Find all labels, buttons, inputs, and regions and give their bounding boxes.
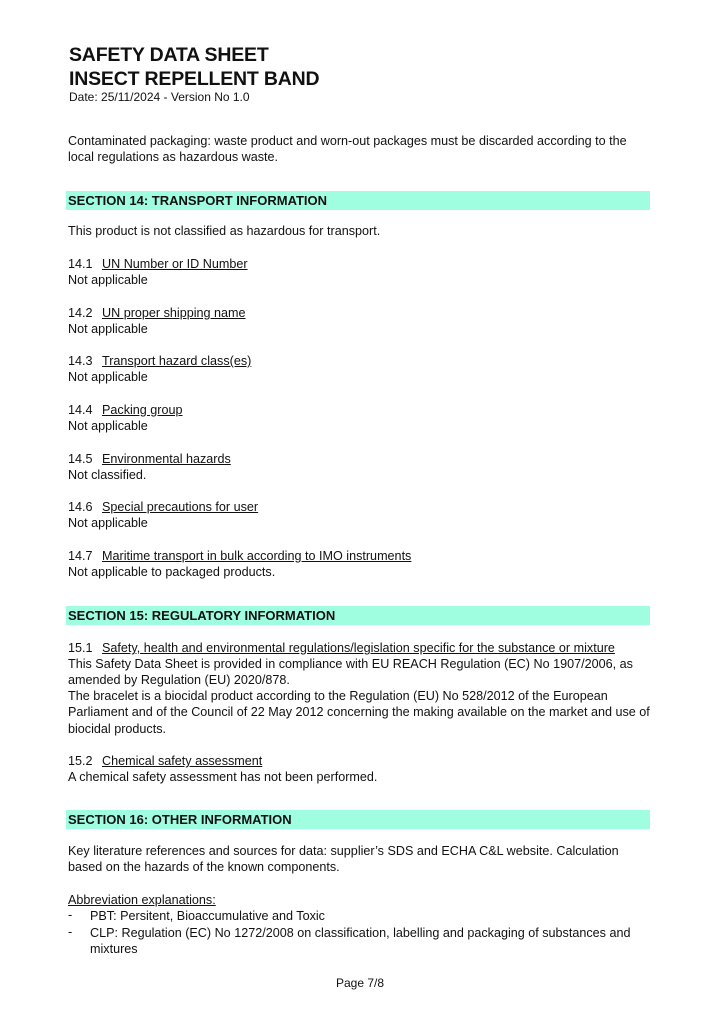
reach-compliance-paragraph: This Safety Data Sheet is provided in compliance with EU REACH Regulation (EC) No 1907/2006, as amended by Regulation (EU) 2020/878. [68,657,633,688]
item-14-7 [68,548,652,581]
transport-statement: This product is not classified as hazardous for transport. [68,224,381,238]
section-14-heading: SECTION 14: TRANSPORT INFORMATION [66,191,650,210]
item-number: 15.2 [68,754,93,768]
item-number: 14.5 [68,452,93,466]
item-title: UN proper shipping name [102,306,246,320]
page-number: Page 7/8 [335,976,385,990]
product-name: INSECT REPELLENT BAND [69,68,320,90]
item-title: Special precautions for user [102,500,259,514]
item-number: 14.4 [68,403,93,417]
item-number: 14.2 [68,306,93,320]
item-title: Environmental hazards [102,452,231,466]
item-number: 14.1 [68,257,93,271]
item-value: Not applicable to packaged products. [68,565,276,580]
item-number: 15.1 [68,641,93,655]
item-value: Not applicable [68,322,148,337]
section-15-heading: SECTION 15: REGULATORY INFORMATION [66,606,650,625]
abbreviation-heading: Abbreviation explanations: [68,893,216,907]
item-14-4 [68,402,652,435]
item-15-2 [68,753,652,786]
item-value: Not applicable [68,370,148,385]
item-value: Not classified. [68,468,147,483]
item-14-2 [68,305,652,338]
bullet-dash: - [68,908,73,922]
item-value: A chemical safety assessment has not been performed. [68,770,378,785]
item-value: Not applicable [68,419,148,434]
data-sources-paragraph: Key literature references and sources for data: supplier’s SDS and ECHA C&L website. Calculation based on the hazards of the known components. [68,844,619,875]
document-title: SAFETY DATA SHEET [69,44,269,66]
item-14-3 [68,353,652,386]
item-title: Maritime transport in bulk according to IMO instruments [102,549,412,563]
bullet-dash: - [68,925,73,939]
item-14-1 [68,256,652,289]
abbreviation-clp: CLP: Regulation (EC) No 1272/2008 on classification, labelling and packaging of substances and mixtures [90,926,631,957]
item-value: Not applicable [68,273,148,288]
item-title: Transport hazard class(es) [102,354,252,368]
item-title: Packing group [102,403,183,417]
item-14-5 [68,451,652,484]
item-number: 14.7 [68,549,93,563]
item-title: Chemical safety assessment [102,754,263,768]
item-number: 14.6 [68,500,93,514]
item-15-1 [68,640,652,656]
date-version: Date: 25/11/2024 - Version No 1.0 [69,90,250,104]
biocidal-paragraph: The bracelet is a biocidal product according to the Regulation (EU) No 528/2012 of the European Parliament and of the Council of 22 May 2012 concerning the making available on the market and use of biocidal products. [68,689,650,736]
item-number: 14.3 [68,354,93,368]
section-16-heading: SECTION 16: OTHER INFORMATION [66,810,650,829]
intro-paragraph: Contaminated packaging: waste product and worn-out packages must be discarded according to the local regulations as hazardous waste. [68,134,627,165]
item-value: Not applicable [68,516,148,531]
item-14-6 [68,499,652,532]
abbreviation-pbt: PBT: Persitent, Bioaccumulative and Toxic [90,909,325,923]
item-title: UN Number or ID Number [102,257,248,271]
item-title: Safety, health and environmental regulations/legislation specific for the substance or mixture [102,641,615,655]
